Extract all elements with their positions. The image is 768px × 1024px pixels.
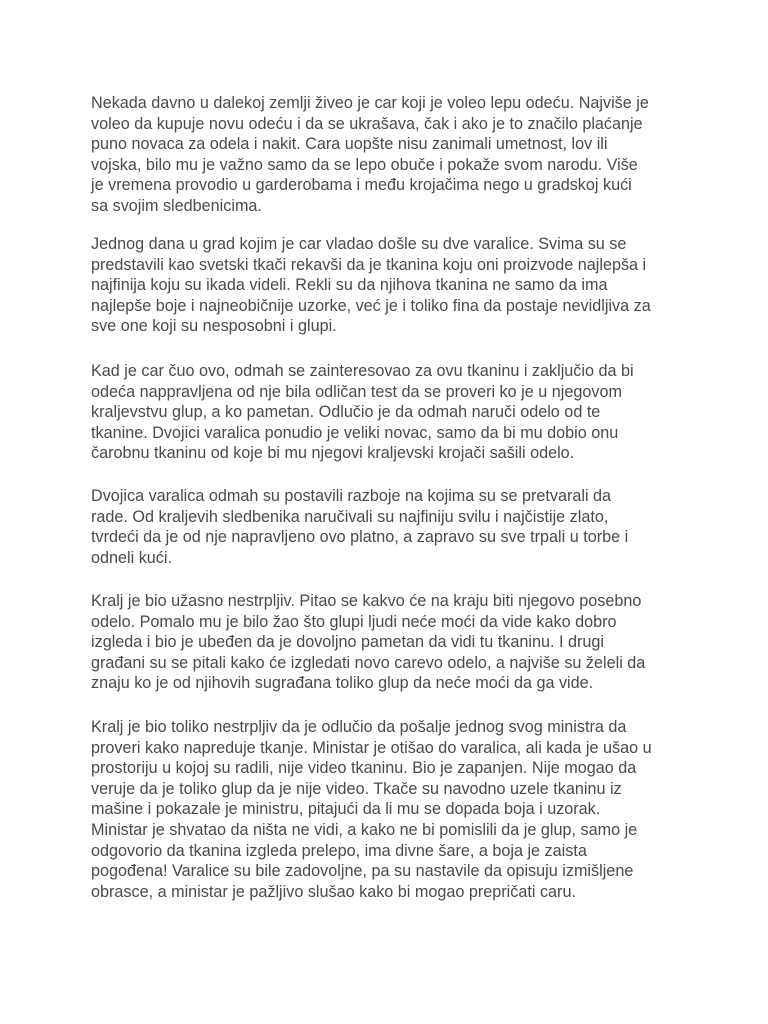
paragraph-1: Nekada davno u dalekoj zemlji živeo je car koji je voleo lepu odeću. Najviše je voleo da kupuje novu odeću i da se ukrašava, čak i ako je to značilo plaćanje puno novaca za odela i nakit. Cara uopšte nisu zanimali umetnost, lov ili vojska, bilo mu je važno samo da se lepo obuče i pokaže svom narodu. Više je vremena provodio u garderobama i među krojačima nego u gradskoj kući sa svojim sledbenicima. [91,94,649,215]
paragraph-2: Jednog dana u grad kojim je car vladao došle su dve varalice. Svima su se predstavili kao svetski tkači rekavši da je tkanina koju oni proizvode najlepša i najfinija koju su ikada videli. Rekli su da njihova tkanina ne samo da ima najlepše boje i najneobičnije uzorke, već je i toliko fina da postaje nevidljiva za sve one koji su nesposobni i glupi. [91,235,651,336]
paragraph-3: Kad je car čuo ovo, odmah se zainteresovao za ovu tkaninu i zaključio da bi odeća nappravljena od nje bila odličan test da se proveri ko je u njegovom kraljevstvu glup, a ko pametan. Odlučio je da odmah naruči odelo od te tkanine. Dvojici varalica ponudio je veliki novac, samo da bi mu dobio onu čarobnu tkaninu od koje bi mu njegovi kraljevski krojači sašili odelo. [91,362,634,463]
paragraph-6: Kralj je bio toliko nestrpljiv da je odlučio da pošalje jednog svog ministra da proveri kako napreduje tkanje. Ministar je otišao do varalica, ali kada je ušao u prostoriju u kojoj su radili, nije video tkaninu. Bio je zapanjen. Nije mogao da veruje da je toliko glup da je nije video. Tkače su navodno uzele tkaninu iz mašine i pokazale je ministru, pitajući da li mu se dopada boja i uzorak. Ministar je shvatao da ništa ne vidi, a kako ne bi pomislili da je glup, samo je odgovorio da tkanina izgleda prelepo, ima divne šare, a boja je zaista pogođena! Varalice su bile zadovoljne, pa su nastavile da opisuju izmišljene obrasce, a ministar je pažljivo slušao kako bi mogao prepričati caru. [91,718,652,901]
paragraph-5: Kralj je bio užasno nestrpljiv. Pitao se kakvo će na kraju biti njegovo posebno odelo. Pomalo mu je bilo žao što glupi ljudi neće moći da vide kako dobro izgleda i bio je ubeđen da je dovoljno pametan da vidi tu tkaninu. I drugi građani su se pitali kako će izgledati novo carevo odelo, a najviše su želeli da znaju ko je od njihovih sugrađana toliko glup da neće moći da ga vide. [91,592,646,693]
paragraph-4: Dvojica varalica odmah su postavili razboje na kojima su se pretvarali da rade. Od kraljevih sledbenika naručivali su najfiniju svilu i najčistije zlato, tvrdeći da je od nje napravljeno ovo platno, a zapravo su sve trpali u torbe i odneli kući. [91,487,629,567]
